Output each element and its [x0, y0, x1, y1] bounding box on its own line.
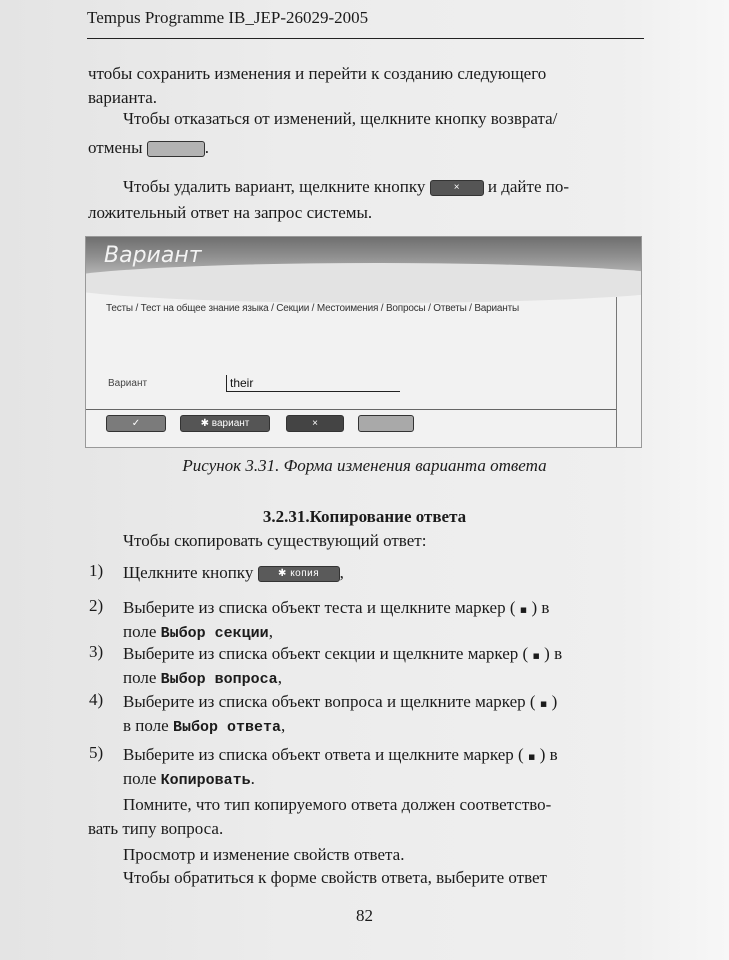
cancel-button-image	[147, 141, 205, 157]
step4-line2	[123, 714, 285, 739]
header-rule	[87, 38, 644, 39]
cancel-button	[358, 415, 414, 432]
step5-line2	[123, 767, 255, 792]
remember-line2: вать типу вопроса.	[88, 819, 224, 838]
step5-pre: поле	[123, 769, 157, 788]
step4-line1	[123, 690, 557, 715]
variant-field: their	[226, 375, 400, 392]
marker-icon: ▪	[539, 697, 548, 710]
step3-end: ,	[277, 668, 282, 687]
step2-end: ,	[268, 622, 273, 641]
page-number: 82	[356, 906, 373, 925]
step1-text: Щелкните кнопку	[123, 563, 254, 582]
form-divider	[86, 409, 616, 410]
step4-field: Выбор ответа	[172, 719, 281, 736]
form-border	[616, 297, 617, 447]
breadcrumb: Тесты / Тест на общее знание языка / Секции / Местоимения / Вопросы / Ответы / Варианты	[106, 303, 519, 314]
intro-line: Чтобы скопировать существующий ответ:	[123, 531, 427, 550]
para2-text: отмены	[88, 138, 143, 157]
step1-end: ,	[339, 563, 344, 582]
step1-number: 1)	[89, 561, 104, 580]
variant-field-label: Вариант	[108, 378, 148, 389]
para3-line2: ложительный ответ на запрос системы.	[88, 203, 373, 222]
step2-pre: поле	[123, 622, 157, 641]
step5-field: Копировать	[160, 772, 251, 789]
form-title: Вариант	[104, 243, 202, 268]
delete-button: ×	[286, 415, 344, 432]
step2-text-end: ) в	[531, 598, 550, 617]
step4-text-end: )	[551, 692, 558, 711]
step3-number: 3)	[89, 642, 104, 661]
copy-button-image: ✱ копия	[258, 566, 340, 582]
para3-line1	[123, 175, 569, 198]
para1-line1: чтобы сохранить изменения и перейти к созданию следующего	[88, 64, 547, 83]
step3-text-end: ) в	[544, 644, 563, 663]
para2-end: .	[204, 138, 210, 157]
remember-line1: Помните, что тип копируемого ответа должен соответство-	[123, 795, 552, 814]
marker-icon: ▪	[527, 750, 536, 763]
step5-line1	[123, 743, 558, 768]
para3-end: и дайте по-	[487, 177, 569, 196]
figure-caption: Рисунок 3.31. Форма изменения варианта ответа	[182, 456, 547, 475]
step5-end: .	[250, 769, 255, 788]
delete-button-image: ×	[430, 180, 484, 196]
last-line: Чтобы обратиться к форме свойств ответа, выберите ответ	[123, 868, 547, 887]
step4-pre: в поле	[123, 716, 169, 735]
banner-swoosh	[85, 263, 642, 303]
step3-line1	[123, 642, 562, 667]
running-header: Tempus Programme IB_JEP-26029-2005	[87, 8, 369, 27]
marker-icon: ▪	[519, 603, 528, 616]
step4-text: Выберите из списка объект вопроса и щелкните маркер (	[123, 692, 536, 711]
step3-line2	[123, 666, 282, 691]
para3-text: Чтобы удалить вариант, щелкните кнопку	[123, 177, 426, 196]
view-line: Просмотр и изменение свойств ответа.	[123, 845, 405, 864]
step2-text: Выберите из списка объект теста и щелкните маркер (	[123, 598, 516, 617]
marker-icon: ▪	[532, 649, 540, 662]
step5-number: 5)	[89, 743, 104, 762]
variant-form-screenshot	[85, 236, 642, 448]
step3-text: Выберите из списка объект секции и щелкните маркер (	[123, 644, 529, 663]
step4-end: ,	[280, 716, 286, 735]
ok-button: ✓	[106, 415, 166, 432]
step2-line1	[123, 596, 549, 621]
step4-number: 4)	[89, 690, 104, 709]
section-title: 3.2.31.Копирование ответа	[262, 507, 467, 526]
para1-line2: варианта.	[88, 88, 158, 107]
step3-field: Выбор вопроса	[160, 671, 278, 688]
new-variant-button: ✱ вариант	[180, 415, 270, 432]
para2-line2	[88, 136, 209, 159]
step3-pre: поле	[123, 668, 157, 687]
step5-text-end: ) в	[539, 745, 558, 764]
step1-line	[123, 561, 344, 584]
step5-text: Выберите из списка объект ответа и щелкните маркер (	[123, 745, 524, 764]
para2-line1: Чтобы отказаться от изменений, щелкните кнопку возврата/	[123, 109, 558, 128]
step2-number: 2)	[89, 596, 104, 615]
step2-field: Выбор секции	[160, 625, 269, 642]
